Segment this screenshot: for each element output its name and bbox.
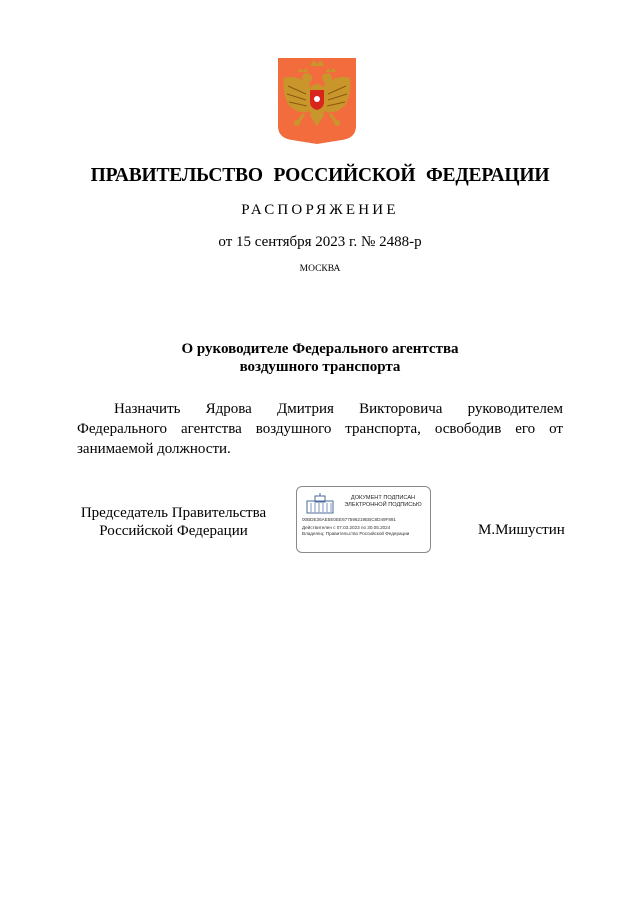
subject-line-1: О руководителе Федерального агентства — [181, 341, 459, 357]
esig-owner: Владелец: Правительство Российской Федерации — [302, 531, 410, 536]
coat-of-arms-icon — [276, 56, 358, 145]
esig-certificate: 00BDE36AE5E0EE677596219EBC8D49F891 — [302, 517, 396, 522]
signer-position-line-1: Председатель Правительства — [80, 505, 267, 521]
signer-name: М.Мишустин — [478, 522, 565, 538]
government-title: ПРАВИТЕЛЬСТВО РОССИЙСКОЙ ФЕДЕРАЦИИ — [90, 165, 550, 186]
esig-heading — [337, 495, 429, 509]
esig-heading-line-2: ЭЛЕКТРОННОЙ ПОДПИСЬЮ — [344, 502, 422, 508]
document-city: МОСКВА — [299, 264, 341, 274]
electronic-signature-stamp — [296, 486, 431, 553]
signer-position — [76, 504, 271, 540]
esig-validity: Действителен с 07.03.2023 по 30.05.2024 — [302, 525, 391, 530]
document-type: РАСПОРЯЖЕНИЕ — [241, 202, 399, 218]
document-subject — [0, 340, 640, 376]
subject-line-2: воздушного транспорта — [239, 359, 401, 375]
document-body: Назначить Ядрова Дмитрия Викторовича руководителем Федерального агентства воздушного транспорта, освободив его от занимаемой должности. — [77, 401, 563, 457]
esig-heading-line-1: ДОКУМЕНТ ПОДПИСАН — [350, 495, 416, 501]
signer-position-line-2: Российской Федерации — [99, 523, 248, 539]
document-date-number: от 15 сентября 2023 г. № 2488-р — [218, 234, 422, 250]
government-building-icon — [303, 493, 337, 515]
